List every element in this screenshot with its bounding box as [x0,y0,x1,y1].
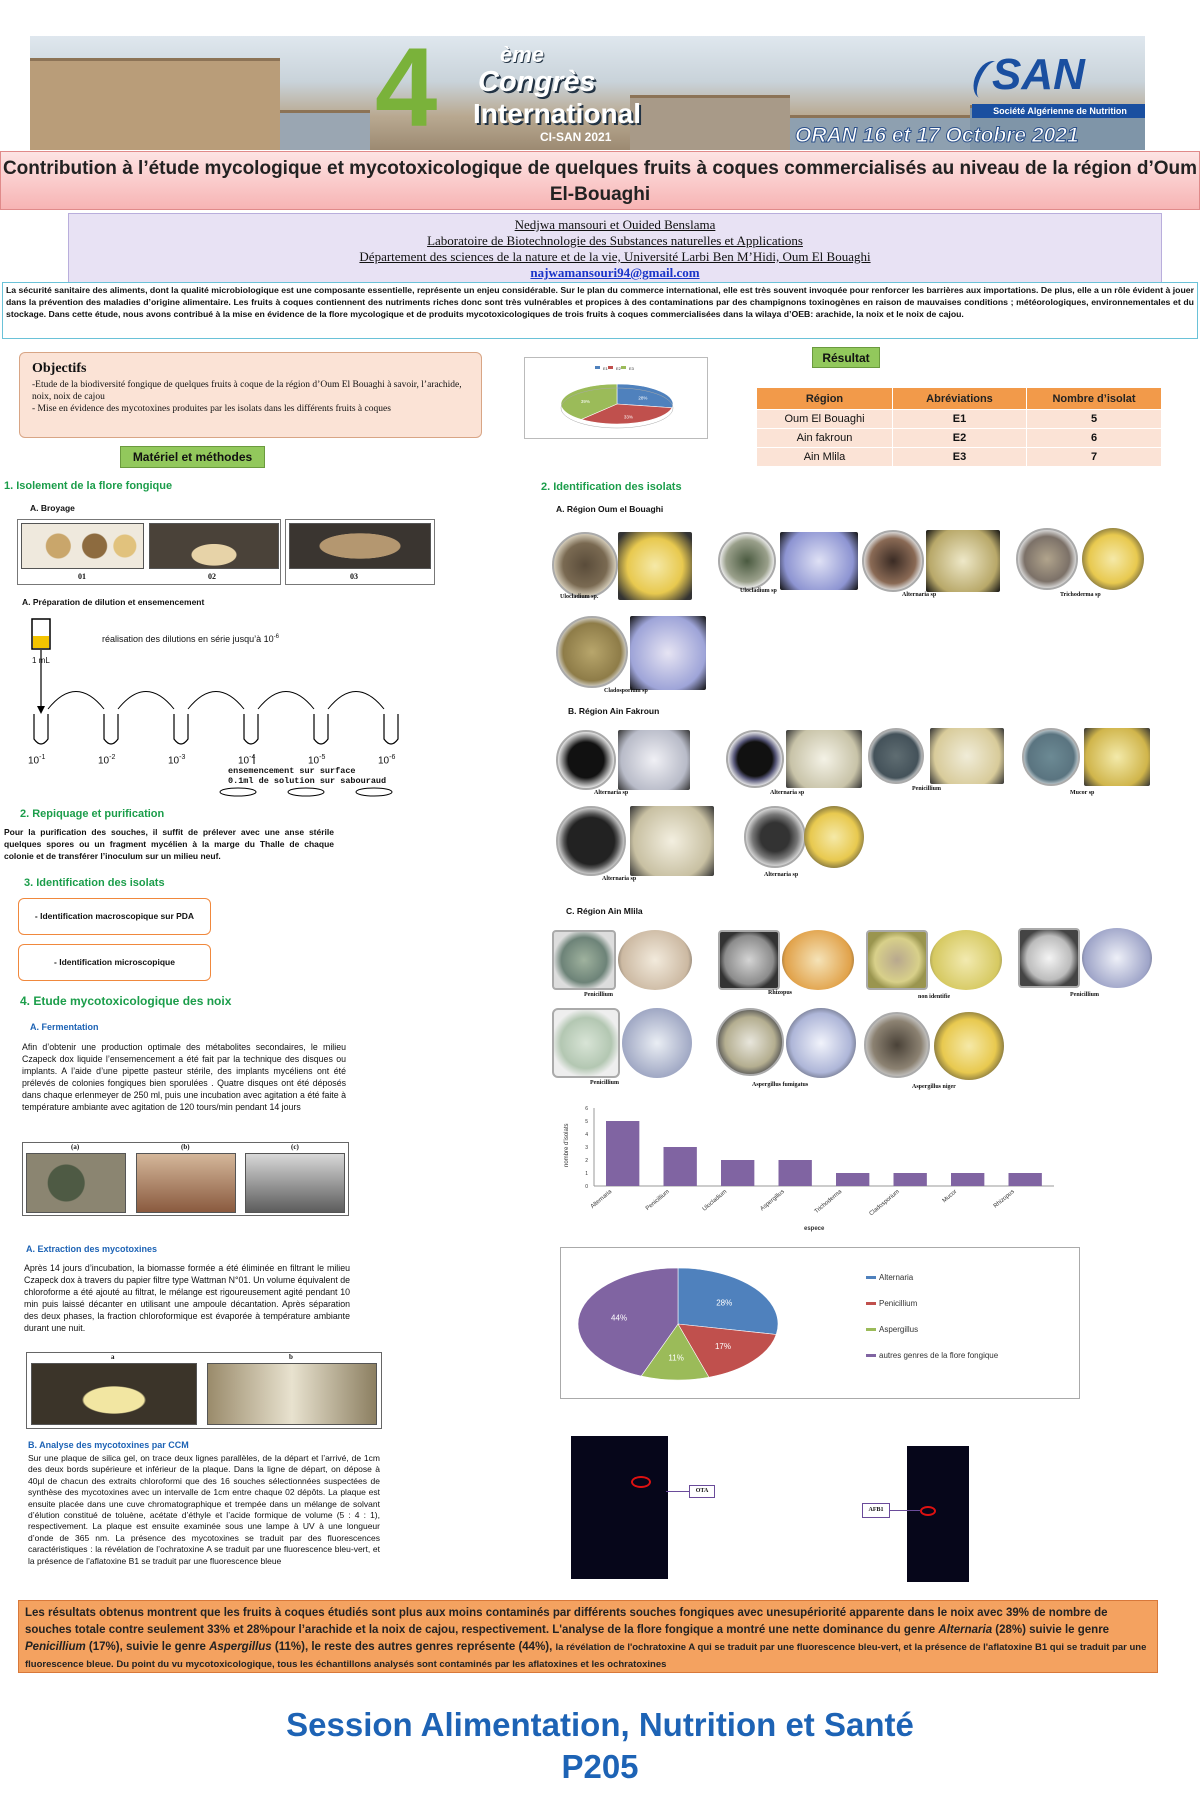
petri-dish-image [556,730,616,790]
table-header: Abréviations [893,388,1027,410]
grinding-photo-3 [285,519,435,585]
petri-dish-image [1016,528,1078,590]
y-tick-label: 3 [585,1145,588,1151]
microscope-image [782,930,854,990]
isolate-caption: Alternaria sp [602,876,637,882]
fermentation-text: Afin d’obtenir une production optimale des métabolites secondaires, le milieu Czapeck dox liquide l’ensemencement a été fait par la technique des disques ou implants. A l’aide d’une pipette pasteur stérile, des implants mycéliens ont été prélevés de colonies fongiques bien sporulées . Quatre disques ont été déposés dans chaque erlenmeyer de 250 ml, puis une incubation avec agitation a été faite à température ambiante avec agitation de 120 tours/min pendant 14 jours [22,1042,346,1112]
legend-swatch [866,1302,876,1305]
subsection-heading: A. Broyage [30,503,75,513]
grinding-photos [17,519,281,585]
tube-label: $10^{-4}$ [238,754,256,767]
table-cell: E3 [893,448,1027,467]
microscope-image [930,930,1002,990]
isolate-image [556,616,706,690]
x-tick-label: Trichoderma [813,1188,844,1216]
table-cell: 7 [1027,448,1162,467]
microscope-image [1082,528,1144,590]
objective-item: - Mise en évidence des mycotoxines produites par les isolats dans les différents fruits à coques [32,404,391,414]
photo [21,523,144,569]
tlc-spot-marker [631,1476,651,1488]
microscope-image [1084,728,1150,786]
extraction-text: Après 14 jours d’incubation, la biomasse formée a été éliminée en filtrant le milieu Czapeck dox à travers du papier filtre type Wattman N°01. Un volume équivalent de chloroforme a été ajouté au filtrat, le mélange est rigoureusement agité pendant 10 min puis laissé décanter en utilisant une ampoule décantation. Après séparation des deux phases, la fraction chloroformique est évaporée à température ambiante durant une nuit. [24,1263,350,1333]
bar [664,1147,697,1186]
subsection-heading: A. Région Oum el Bouaghi [556,504,664,514]
isolate-caption: Penicillium [1070,992,1099,998]
isolate-caption: Penicillium [590,1080,619,1086]
photo-caption: 01 [78,572,86,581]
legend-swatch [608,366,613,369]
subsection-heading: B. Région Ain Fakroun [568,706,660,716]
congress-word: Congrès [478,66,596,98]
table-header: Région [757,388,893,410]
pie-chart-svg [525,358,709,440]
legend-label: autres genres de la flore fongique [879,1351,999,1360]
bar [951,1173,984,1186]
conclusion-text: (17%), suivie le genre [85,1641,210,1653]
congress-ordinal: ème [500,42,545,67]
y-tick-label: 5 [585,1119,588,1125]
isolate-caption: Alternaria sp [594,790,629,796]
conclusion-box [18,1600,1158,1673]
y-tick-label: 6 [585,1106,588,1112]
pie-chart-svg [561,1248,1081,1400]
isolate-image [716,1008,856,1080]
authors-names: Nedjwa mansouri et Ouided Benslama [514,217,716,232]
petri-dish-image [556,806,626,876]
genus-pie-chart [560,1247,1080,1399]
microscope-image [618,730,690,790]
microscope-image [804,806,864,868]
table-cell: Ain fakroun [757,429,893,448]
methods-label: Matériel et méthodes [120,446,265,468]
petri-dish-image [556,616,628,688]
tlc-connector [890,1510,920,1511]
petri-dish-image [866,930,928,990]
conclusion-text: la révélation de l'ochratoxine A qui se traduit par une fluorescence bleu-vert, et la présence de l'aflatoxine B1 qui se traduit par une fluorescence bleue. Du point du vu mycotoxicologique, tous les échantillons analysés sont contaminés par les aflatoxines et les ochratoxines [25,1642,1147,1670]
x-tick-label: Mucor [941,1188,959,1205]
tube-label: $10^{-5}$ [308,754,326,767]
bar [779,1160,812,1186]
legend-swatch [866,1276,876,1279]
table-row [757,429,1162,448]
congress-number: 4 [375,36,438,150]
microscope-image [786,730,862,788]
objective-item: -Etude de la biodiversité fongique de quelques fruits à coque de la région d’Oum El Bouaghi à savoir, l’arachide, noix, noix de cajou [32,380,462,402]
bar [606,1121,639,1186]
extraction-photos [26,1352,382,1429]
isolate-caption: Alternaria sp [902,592,937,598]
isolate-caption: Penicillium [584,992,613,998]
building-illustration [280,110,370,150]
conclusion-text: Les résultats obtenus montrent que les fruits à coques étudiés sont plus aux moins contaminés par différents souches fongiques avec unesupériorité apparente dans le noix avec 39% de nombre de souches totale contre seulement 33% et 28%pour l’arachide et la noix de cajou, respectivement. L'analyse de la flore fongique a montré une nette dominance du genre [25,1607,1108,1636]
legend-label: E2 [616,366,621,371]
y-tick-label: 0 [585,1184,588,1190]
legend-swatch [621,366,626,369]
tube-label: $10^{-1}$ [28,754,46,767]
photo-caption: (c) [291,1143,299,1151]
congress-dates: ORAN 16 et 17 Octobre 2021 [795,124,1079,147]
pie-slice-label: 28% [716,1298,733,1308]
x-axis-label: espece [804,1226,825,1232]
subsection-heading: A. Extraction des mycotoxines [26,1244,158,1254]
microscope-image [622,1008,692,1078]
author-email-link[interactable]: najwamansouri94@gmail.com [530,265,700,280]
tlc-text: Sur une plaque de silica gel, on trace deux lignes parallèles, de la départ et l’arrivé, de 1cm des deux bords supérieure et inférieur de la plaque. Dans la ligne de départ, on dépose à 40µl de chacun des extraits chloroformi que des 16 souches sélectionnées suspectées de synthèse des mycotoxines avec un intervalle de 1cm entre chaque 02 dépôts. La plaque est ensuite placée dans une cuve chromatographique et trempée dans un mélange de solvant d’élution constitué de toluène, acétate d’éthyle et l’acide formique de volume (5 : 4 : 1), respectivement. La plaque est ensuite examinée sous une lampe à UV à une longueur d’onde de 365 nm. La présence des mycotoxines se traduit par des fluorescences caractéristiques : la révélation de l’ochratoxine A se traduit par une fluorescence bleu-vert, et la présence de l’aflatoxine B1 se traduit par une fluorescence bleue [28,1453,380,1566]
photo-caption: (b) [181,1143,190,1151]
building-illustration [30,58,280,150]
isolates-pie-chart [524,357,708,439]
isolate-image [868,728,1004,784]
species-bar-chart [554,1098,1060,1248]
petri-dish-image [726,730,784,788]
x-tick-label: Ulocladium [701,1188,729,1213]
subsection-heading: C. Région Ain Mlila [566,906,643,916]
isolate-image [862,530,1000,592]
photo [136,1153,236,1213]
subsection-heading: A. Fermentation [30,1022,99,1032]
tlc-label: AFB1 [862,1503,890,1518]
isolate-image [718,930,854,990]
conclusion-genus: Aspergillus [209,1641,272,1653]
test-tubes [34,714,398,744]
legend-label: E3 [629,366,634,371]
bar [894,1173,927,1186]
isolate-caption: Alternaria sp [770,790,805,796]
table-header: Nombre d’isolat [1027,388,1162,410]
petri-dish-image [864,1012,930,1078]
tube-label: $10^{-2}$ [98,754,116,767]
table-cell: E1 [893,410,1027,429]
international-word: International [473,98,642,129]
abstract: La sécurité sanitaire des aliments, dont la qualité microbiologique est une composante essentielle, représente un enjeu considérable. Sur le plan du commerce international, elle est très souvent invoquée pour renforcer les barrières aux importations. De plus, elle a un rôle évident à jouer dans la prévention des maladies d’origine alimentaire. Les fruits à coques contiennent des nutriments riches donc sont très vulnérables et propices à des contaminations par des champignons toxinogènes en raison de mauvaises conditions ; météorologiques, environnementales et du stockage. Dans cette étude, nous avons contribué à la mise en évidence de la flore mycologique et de produits mycotoxicologiques de trois fruits à coques commercialisées dans la wilaya d’OEB: arachide, la noix et le noix de cajou. [2,282,1198,339]
tube-label: $10^{-3}$ [168,754,186,767]
microscope-image [618,532,692,600]
poster-title: Contribution à l’étude mycologique et mycotoxicologique de quelques fruits à coques commercialisés au niveau de la région d’Oum El-Bouaghi [0,151,1200,210]
seeding-label: 0.1ml de solution sur sabouraud [228,776,387,786]
subsection-heading: B. Analyse des mycotoxines par CCM [28,1440,189,1450]
isolate-caption: non identifie [918,994,951,1000]
x-tick-label: Alternaria [589,1188,614,1211]
identification-micro-box: - Identification microscopique [18,944,211,981]
petri-dish-image [862,530,924,592]
isolate-caption: Alternaria sp [764,872,799,878]
petri-dish-image [1018,928,1080,988]
tube-label: $10^{-6}$ [378,754,396,767]
pie-slice-label: 11% [668,1353,684,1363]
isolate-caption: Cladosporium sp [604,688,648,694]
table-cell: Oum El Bouaghi [757,410,893,429]
table-cell: 5 [1027,410,1162,429]
photo [26,1153,126,1213]
photo-caption: 02 [208,572,216,581]
bar [721,1160,754,1186]
pie-slice-label: 33% [623,414,633,420]
table-row [757,448,1162,467]
conclusion-genus: Alternaria [938,1624,993,1636]
stock-liquid [33,636,49,648]
pie-slice-label: 17% [714,1342,732,1352]
isolate-image [552,1008,692,1080]
isolate-image [744,806,864,870]
authors-lab: Laboratoire de Biotechnologie des Substances naturelles et Applications [427,233,803,248]
conclusion-genus: Penicillium [25,1641,86,1653]
isolate-image [552,930,692,990]
microscope-image [630,806,714,876]
tlc-plate-image [907,1446,969,1582]
photo-caption: b [289,1353,293,1361]
x-tick-label: Cladosporium [868,1188,901,1218]
microscope-image [780,532,858,590]
table-cell: 6 [1027,429,1162,448]
table-cell: E2 [893,429,1027,448]
volume-label: 1 mL [32,656,50,665]
isolate-caption: Rhizopus [768,990,793,996]
identification-macro-box: - Identification macroscopique sur PDA [18,898,211,935]
isolate-caption: Ulocladium sp. [560,594,599,600]
petri-dish-image [552,1008,620,1078]
transfer-arrow-head [37,706,45,714]
tlc-plate-image [571,1436,668,1579]
isolate-image [1022,728,1150,788]
legend-swatch [866,1328,876,1331]
cisan-label: CI-SAN 2021 [540,130,612,144]
pie-slice-label: 44% [611,1313,628,1323]
isolate-caption: Penicillium [912,786,941,792]
isolate-image [1018,928,1152,990]
building-illustration [630,95,790,150]
isolate-caption: Mucor sp [1070,790,1095,796]
x-tick-label: Aspergillus [759,1188,786,1213]
petri-dishes [220,788,392,796]
results-label: Résultat [812,347,880,368]
photo-caption: (a) [71,1143,80,1151]
isolate-image [1016,528,1144,590]
legend-swatch [595,366,600,369]
subsection-heading: A. Préparation de dilution et ensemencement [22,597,205,607]
microscope-image [926,530,1000,592]
isolate-image [556,806,716,876]
section-heading: 1. Isolement de la flore fongique [4,480,173,492]
header-banner [30,36,1145,150]
microscope-image [934,1012,1004,1080]
section-heading: 2. Identification des isolats [541,481,682,493]
pie-slice-label: 39% [580,398,590,404]
section-heading: 3. Identification des isolats [24,877,165,889]
purification-text: Pour la purification des souches, il suffit de prélever avec une anse stérile quelques spores ou un fragment mycélien à la marge du Thalle de chaque colonie et de transférer l’inoculum sur un milieu neuf. [4,827,334,861]
bar [1009,1173,1042,1186]
dilution-diagram [28,614,448,799]
pie-slice-label: 28% [638,395,648,401]
authors-box [68,213,1162,283]
petri-dish-image [718,930,780,990]
fermentation-photos [22,1142,349,1216]
legend-label: Aspergillus [879,1325,919,1334]
dilution-label: réalisation des dilutions en série jusqu’à $10^{-6}$ [102,634,279,644]
photo [149,523,279,569]
microscope-image [1082,928,1152,988]
session-title: Session Alimentation, Nutrition et Santé [286,1706,914,1743]
y-tick-label: 4 [585,1132,588,1138]
seeding-label: ensemencement sur surface [228,766,356,776]
photo-caption: a [111,1353,115,1361]
transfer-arcs [48,692,384,710]
poster-code: P205 [561,1748,639,1785]
isolate-caption: Aspergillus fumigatus [752,1082,809,1088]
isolate-image [866,930,1002,990]
section-heading: 4. Etude mycotoxicologique des noix [20,994,232,1008]
table-cell: Ain Mlila [757,448,893,467]
legend-label: Penicillium [879,1299,918,1308]
isolate-caption: Trichoderma sp [1060,592,1101,598]
x-tick-label: Rhizopus [992,1188,1016,1210]
legend-swatch [866,1354,876,1357]
y-tick-label: 1 [585,1171,588,1177]
conclusion-text: (11%), le reste des autres genres représente (44%), [271,1641,556,1653]
petri-dish-image [718,532,776,590]
bar [836,1173,869,1186]
petri-dish-image [868,728,924,784]
petri-dish-image [552,532,618,598]
x-tick-label: Penicillium [644,1188,671,1212]
petri-dish-image [1022,728,1080,786]
microscope-image [930,728,1004,784]
petri-dish-image [552,930,616,990]
microscope-image [630,616,706,690]
san-logo: SAN [992,50,1085,99]
tlc-connector [666,1491,689,1492]
y-axis-label: nombre d'isolats [564,1123,570,1167]
petri-dish-image [716,1008,784,1076]
petri-dish-image [744,806,806,868]
bar-chart-svg [554,1098,1060,1248]
tlc-label: OTA [689,1485,715,1498]
region-table [756,387,1162,467]
photo [31,1363,197,1425]
tlc-spot-marker [920,1506,936,1516]
table-row [757,410,1162,429]
san-fullname: Société Algérienne de Nutrition [972,104,1145,118]
isolate-caption: Aspergillus niger [912,1084,956,1090]
isolate-image [864,1012,1004,1082]
isolate-image [726,730,862,790]
objectives-box [19,352,482,438]
legend-label: E1 [603,366,608,371]
legend-label: Alternaria [879,1273,914,1282]
photo [207,1363,377,1425]
photo-caption: 03 [350,572,358,581]
photo [245,1153,345,1213]
microscope-image [618,930,692,990]
objectives-heading: Objectifs [32,361,87,376]
section-heading: 2. Repiquage et purification [20,808,165,820]
microscope-image [786,1008,856,1078]
isolate-caption: Ulocladium sp [740,588,777,594]
isolate-image [718,532,858,592]
y-tick-label: 2 [585,1158,588,1164]
authors-dept: Département des sciences de la nature et de la vie, Université Larbi Ben M’Hidi, Oum El Bouaghi [359,249,871,264]
photo [289,523,431,569]
isolate-image [556,730,690,792]
conclusion-text: (28%) suivie le genre [992,1624,1110,1636]
